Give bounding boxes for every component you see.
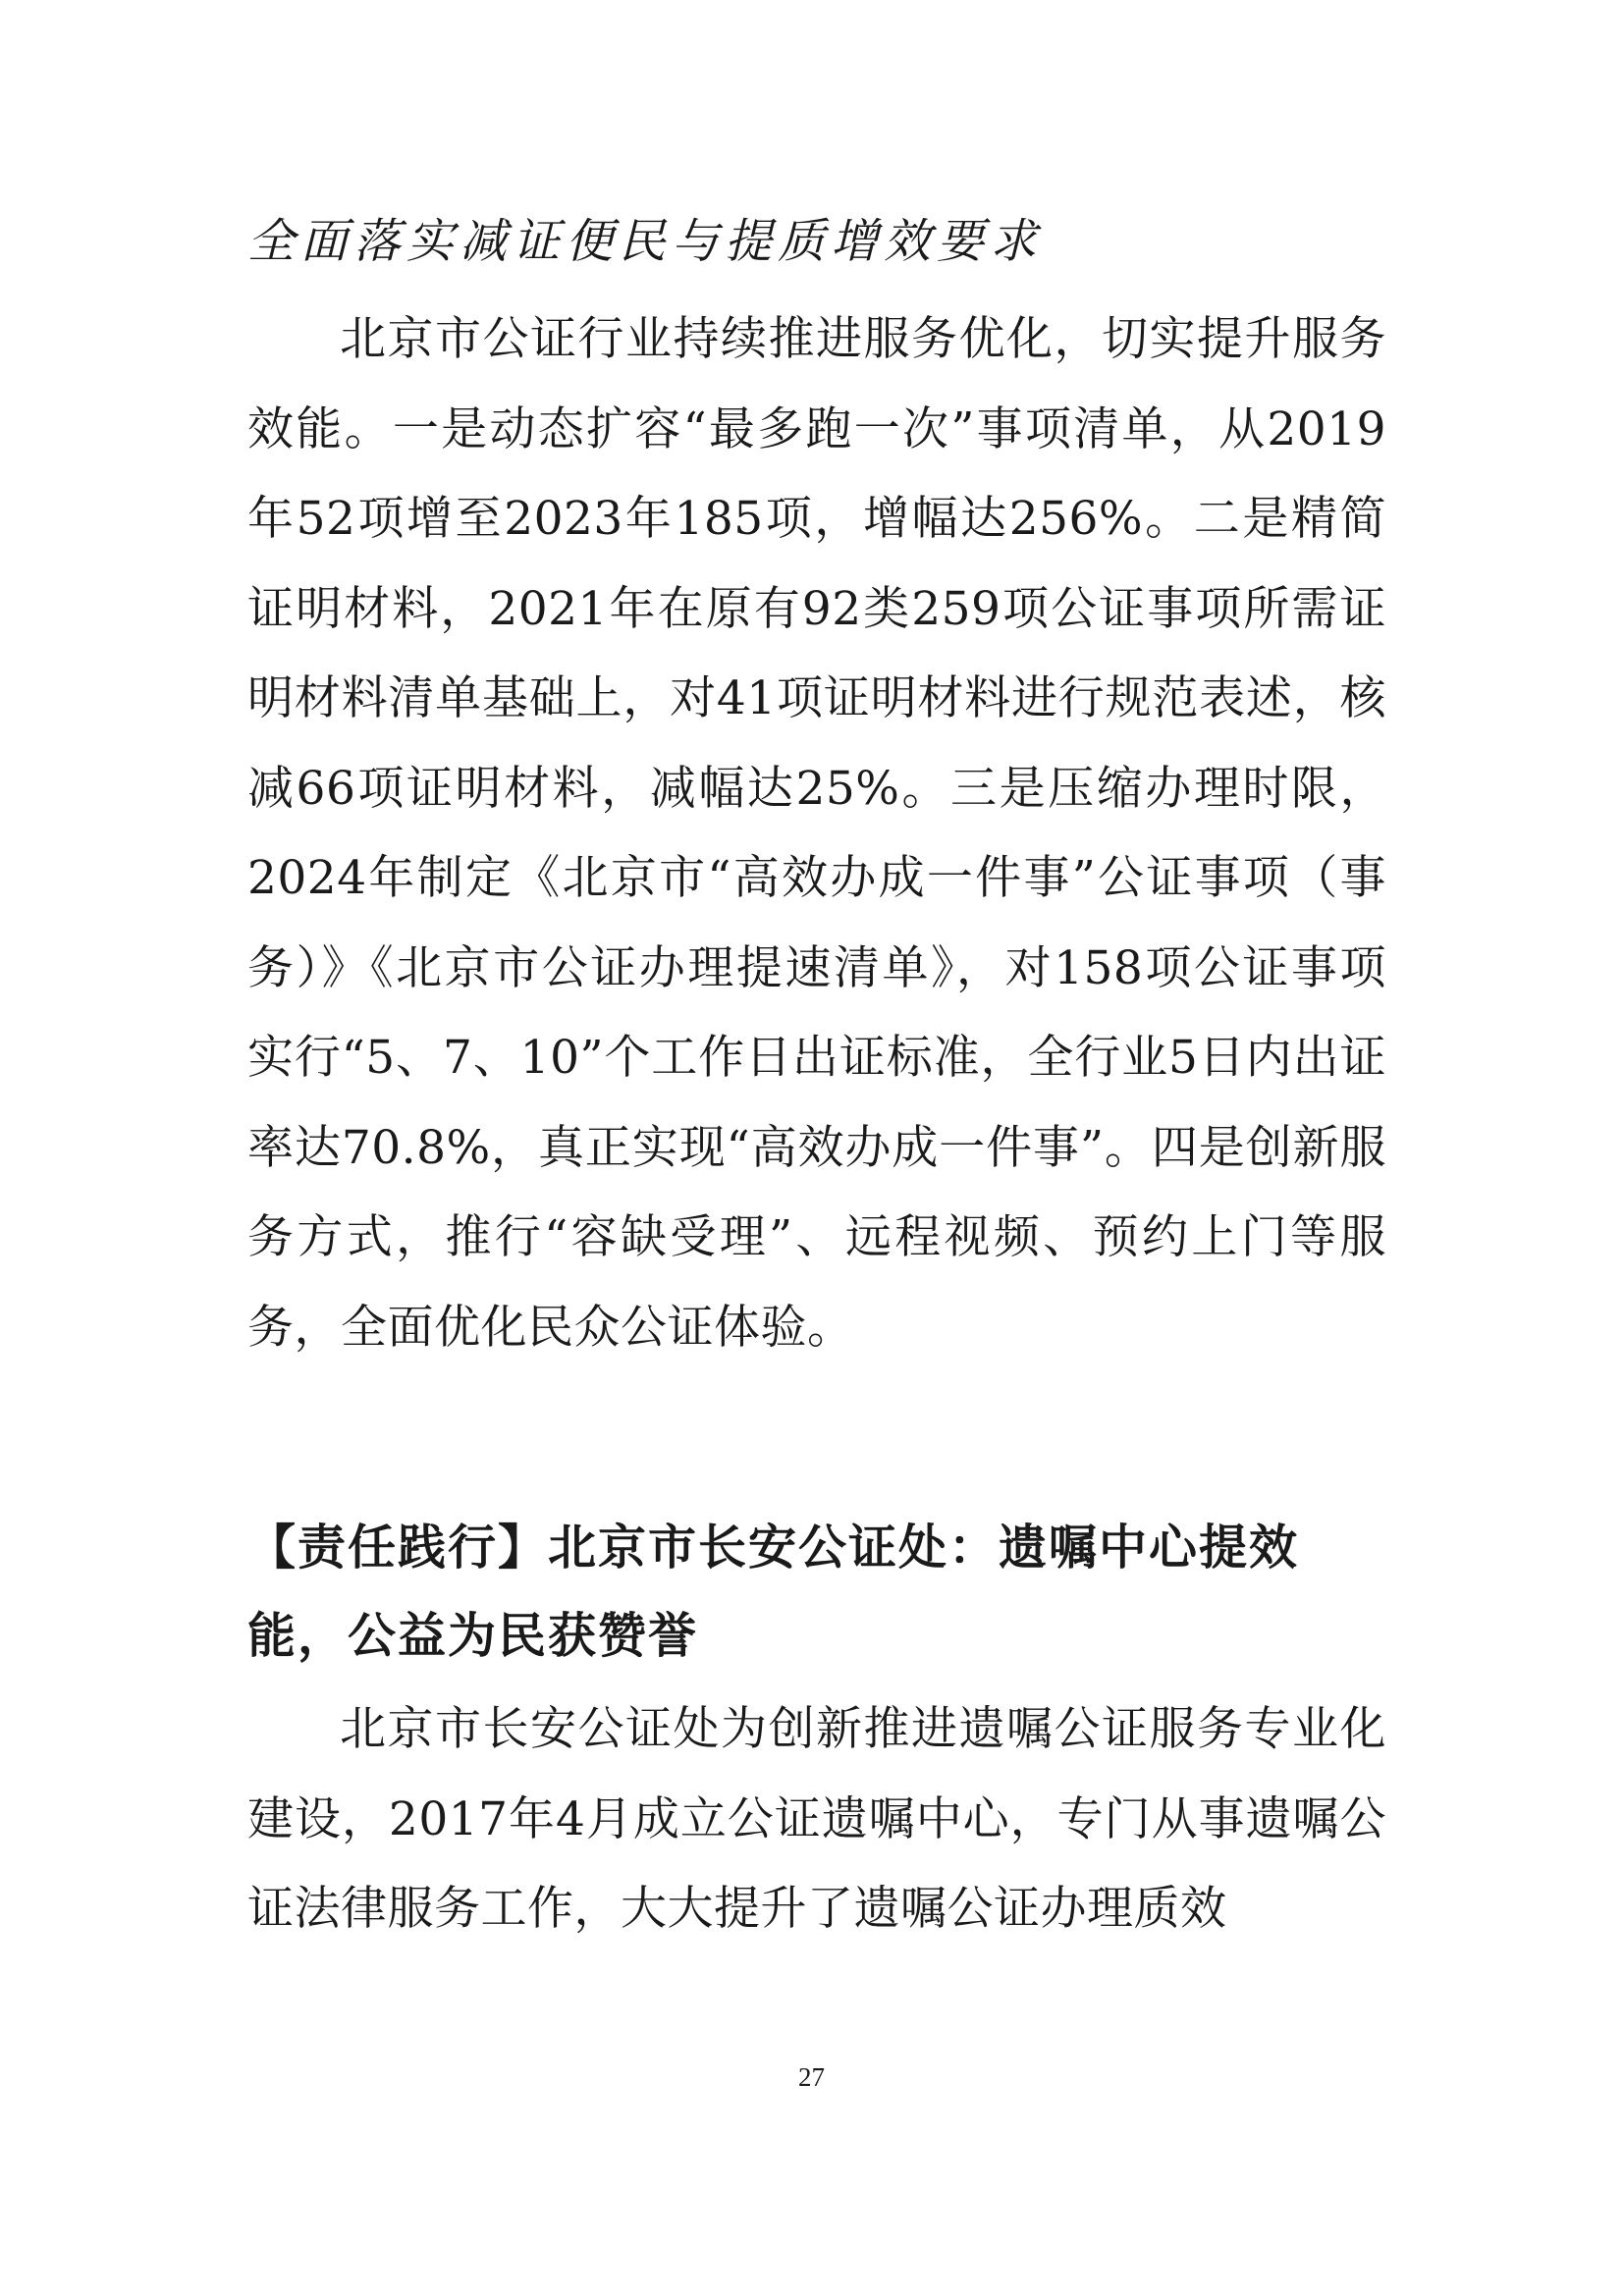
page-content <box>247 196 1386 1954</box>
section-heading-changan-notary: 【责任践行】北京市长安公证处：遗嘱中心提效能，公益为民获赞誉 <box>247 1520 1300 1664</box>
page-number: 27 <box>798 2062 825 2092</box>
body-paragraph-will-center: 北京市长安公证处为创新推进遗嘱公证服务专业化建设，2017年4月成立公证遗嘱中心，专门从事遗嘱公证法律服务工作，大大提升了遗嘱公证办理质效 <box>247 1702 1386 1936</box>
section-heading-reduce-certificates: 全面落实减证便民与提质增效要求 <box>247 214 1044 269</box>
body-paragraph-service-optimization: 北京市公证行业持续推进服务优化，切实提升服务效能。一是动态扩容“最多跑一次”事项清单，从2019年52项增至2023年185项，增幅达256%。二是精简证明材料，2021年在原有92类259项公证事项所需证明材料清单基础上，对41项证明材料进行规范表述，核减66项证明材料，减幅达25%。三是压缩办理时限，2024年制定《北京市“高效办成一件事”公证事项（事务）》《北京市公证办理提速清单》，对158项公证事项实行“5、7、10”个工作日出证标准，全行业5日内出证率达70.8%，真正实现“高效办成一件事”。四是创新服务方式，推行“容缺受理”、远程视频、预约上门等服务，全面优化民众公证体验。 <box>247 312 1386 1355</box>
